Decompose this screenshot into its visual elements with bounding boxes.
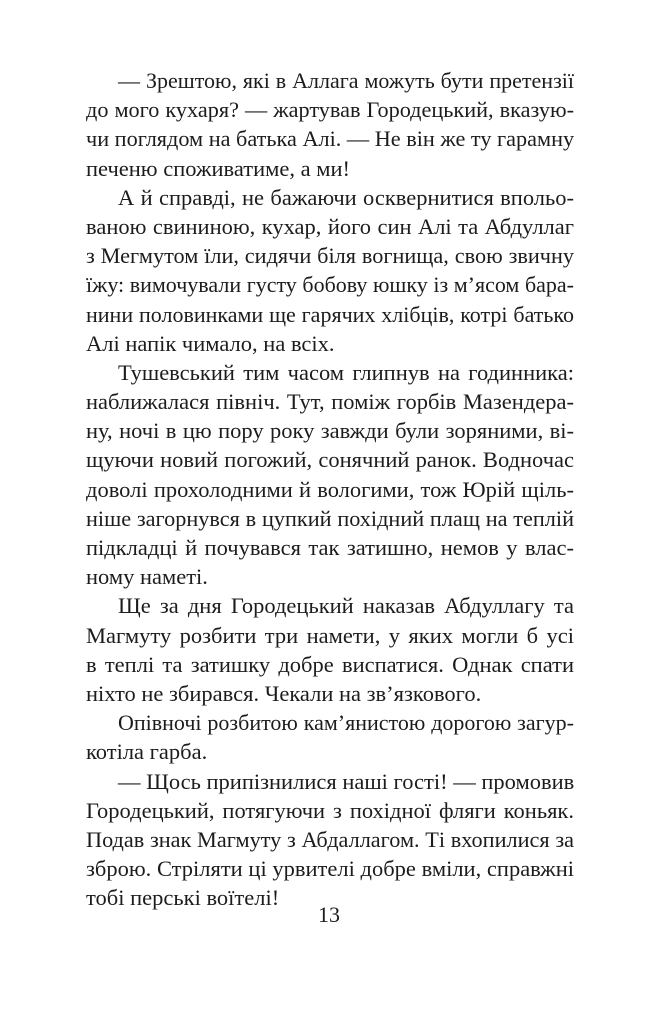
text-line: чи поглядом на батька Алі. — Не він же ту гарамну <box>86 126 575 152</box>
paragraph-2 <box>86 183 574 358</box>
paragraph-5 <box>86 708 574 766</box>
text-line: ному наметі. <box>86 564 208 590</box>
text-line: ніхто не збирався. Чекали на зв’язкового. <box>86 680 482 706</box>
text-line: зброю. Стріляти ці урвителі добре вміли, справжні <box>86 856 574 882</box>
paragraph-4 <box>86 591 574 708</box>
text-line: котіла гарба. <box>86 739 208 765</box>
text-line: з Мегмутом їли, сидячи біля вогнища, свою звичну <box>86 243 574 269</box>
body-text <box>86 66 574 912</box>
text-line: наближалася північ. Тут, поміж горбів Мазендера- <box>86 389 574 415</box>
text-line: в теплі та затишку добре виспатися. Однак спати <box>86 651 574 677</box>
text-line: — Щось припізнилися наші гості! — промовив <box>118 768 575 794</box>
text-line: Алі напік чимало, на всіх. <box>86 330 335 356</box>
text-line: ваною свининою, кухар, його син Алі та Абдуллаг <box>86 213 574 239</box>
text-line: тобі перські воїтелі! <box>86 885 280 911</box>
text-line: — Зрештою, які в Аллага можуть бути претензії <box>118 68 574 93</box>
text-line: ну, ночі в цю пору року завжди були зоряними, ві- <box>86 418 574 444</box>
text-line: печеню споживатиме, а ми! <box>86 155 351 181</box>
text-line: підкладці й почувався так затишно, немов у влас- <box>86 535 574 560</box>
text-line: Ще за дня Городецький наказав Абдуллагу та <box>118 593 574 619</box>
text-line: Тушевський тим часом глипнув на годинника: <box>118 359 574 385</box>
paragraph-3 <box>86 358 574 592</box>
text-line: Магмуту розбити три намети, у яких могли б усі <box>86 622 574 648</box>
text-line: до мого кухаря? — жартував Городецький, вказую- <box>86 97 574 123</box>
text-line: А й справді, не бажаючи осквернитися впольо- <box>118 184 574 210</box>
text-line: Городецький, потягуючи з похідної фляги коньяк. <box>86 797 574 823</box>
text-line: щуючи новий погожий, сонячний ранок. Водночас <box>86 447 574 473</box>
text-line: їжу: вимочували густу бобову юшку із м’ясом бара- <box>86 272 574 298</box>
paragraph-1 <box>86 66 574 183</box>
text-line: доволі прохолодними й вологими, тож Юрій щіль- <box>86 476 574 502</box>
page-number: 13 <box>318 902 340 927</box>
text-line: Подав знак Магмуту з Абдаллагом. Ті вхопилися за <box>86 826 574 852</box>
text-line: нини половинками ще гарячих хлібців, котрі батько <box>86 301 574 327</box>
text-line: Опівночі розбитою кам’янистою дорогою загур- <box>118 710 574 736</box>
text-line: ніше загорнувся в цупкий похідний плащ на теплій <box>86 505 574 531</box>
paragraph-6 <box>86 767 574 913</box>
